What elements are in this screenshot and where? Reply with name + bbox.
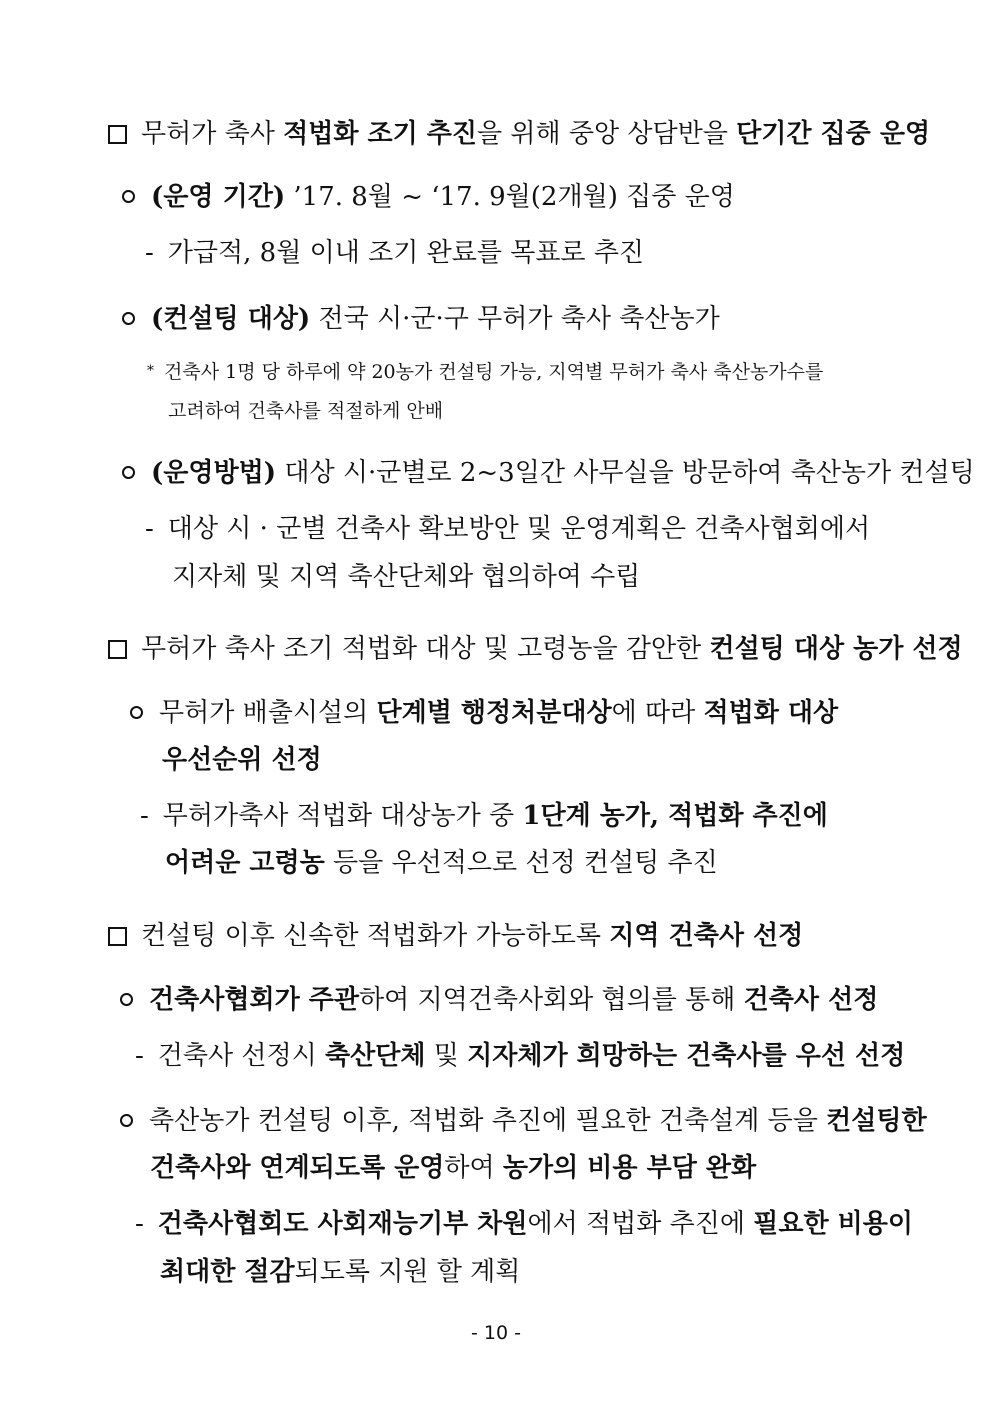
sub-item: - 가급적, 8월 이내 조기 완료를 목표로 추진 (145, 238, 645, 268)
dash-marker: - (145, 514, 154, 544)
note-continuation: 고려하여 건축사를 적절하게 안배 (168, 400, 444, 422)
section-heading: 컨설팅 이후 신속한 적법화가 가능하도록 지역 건축사 선정 (108, 920, 803, 952)
page-number: - 10 - (471, 1322, 521, 1344)
dash-marker: - (135, 1041, 144, 1071)
sub-item: - 건축사협회도 사회재능기부 차원에서 적법화 추진에 필요한 비용이 (135, 1209, 914, 1239)
bullet-continuation: 건축사와 연계되도록 운영하여 농가의 비용 부담 완화 (150, 1153, 757, 1183)
sub-item: - 대상 시 · 군별 건축사 확보방안 및 운영계획은 건축사협회에서 (145, 514, 871, 544)
circle-bullet-icon (120, 1114, 133, 1127)
sub-continuation: 어려운 고령농 등을 우선적으로 선정 컨설팅 추진 (165, 848, 718, 878)
dash-marker: - (135, 1209, 144, 1239)
sub-item: - 건축사 선정시 축산단체 및 지자체가 희망하는 건축사를 우선 선정 (135, 1041, 906, 1071)
bullet-item: (컨설팅 대상) 전국 시·군·구 무허가 축사 축산농가 (122, 303, 720, 335)
sub-item: - 무허가축사 적법화 대상농가 중 1단계 농가, 적법화 추진에 (140, 801, 828, 831)
note-item: * 건축사 1명 당 하루에 약 20농가 컨설팅 가능, 지역별 무허가 축사 축산농가수를 (147, 358, 823, 385)
circle-bullet-icon (122, 312, 135, 325)
circle-bullet-icon (130, 706, 143, 719)
bullet-item: (운영방법) 대상 시·군별로 2~3일간 사무실을 방문하여 축산농가 컨설팅 (122, 457, 975, 489)
circle-bullet-icon (120, 993, 133, 1006)
bullet-item: 무허가 배출시설의 단계별 행정처분대상에 따라 적법화 대상 (130, 697, 838, 729)
bullet-item: 건축사협회가 주관하여 지역건축사회와 협의를 통해 건축사 선정 (120, 984, 878, 1016)
checkbox-square-icon (108, 640, 127, 659)
asterisk-marker: * (147, 363, 154, 379)
checkbox-square-icon (108, 125, 127, 144)
sub-continuation: 최대한 절감되도록 지원 할 계획 (160, 1257, 521, 1287)
section-heading: 무허가 축사 적법화 조기 추진을 위해 중앙 상담반을 단기간 집중 운영 (108, 118, 930, 150)
bullet-item: (운영 기간) ’17. 8월 ~ ‘17. 9월(2개월) 집중 운영 (122, 181, 735, 213)
bullet-item: 축산농가 컨설팅 이후, 적법화 추진에 필요한 건축설계 등을 컨설팅한 (120, 1105, 927, 1137)
dash-marker: - (145, 238, 154, 268)
checkbox-square-icon (108, 927, 127, 946)
section-heading: 무허가 축사 조기 적법화 대상 및 고령농을 감안한 컨설팅 대상 농가 선정 (108, 633, 963, 665)
dash-marker: - (140, 801, 149, 831)
sub-continuation: 지자체 및 지역 축산단체와 협의하여 수립 (172, 562, 641, 592)
circle-bullet-icon (122, 466, 135, 479)
bullet-continuation: 우선순위 선정 (162, 745, 322, 775)
circle-bullet-icon (122, 190, 135, 203)
